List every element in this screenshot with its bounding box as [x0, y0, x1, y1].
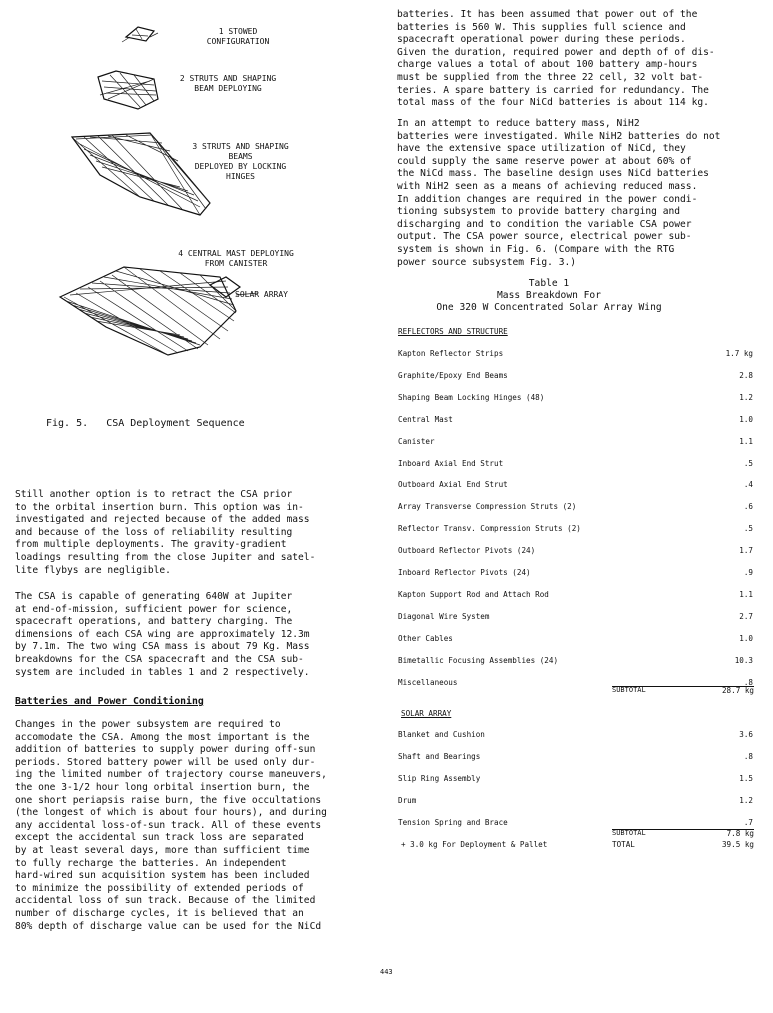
table-row	[398, 729, 753, 741]
table-row-name: Blanket and Cushion	[398, 730, 485, 739]
table-row	[398, 414, 753, 426]
table-row	[398, 655, 753, 667]
table-row-name: Outboard Axial End Strut	[398, 480, 508, 490]
table-row-name: Drum	[398, 796, 417, 805]
stowed-configuration-drawing	[122, 27, 158, 42]
left-paragraph-1: Still another option is to retract the CSA prior to the orbital insertion burn. This option was in- investigated and rejected because of the added mass and because of the loss of reliability resulting from multiple deployments. The gravity-gradient loadings resulting from the close Jupiter and satel- lite flybys are negligible.	[15, 489, 316, 576]
step-1-label: 1 STOWED CONFIGURATION	[206, 27, 270, 46]
table-row-name: Shaping Beam Locking Hinges (48)	[398, 392, 545, 402]
table-row-value: .8	[743, 752, 753, 761]
table-row	[398, 348, 753, 360]
table-title: Table 1	[528, 278, 570, 289]
table-row-value: 1.1	[739, 436, 753, 446]
total-label: TOTAL	[612, 840, 635, 849]
table-row-value: .5	[743, 524, 753, 534]
table-row-value: 1.2	[739, 796, 753, 805]
subtotal-2-value: 7.8 kg	[726, 829, 754, 838]
table-row-name: Array Transverse Compression Struts (2)	[398, 502, 577, 512]
table-row-name: Tension Spring and Brace	[398, 818, 508, 827]
subtotal-1-label: SUBTOTAL	[612, 686, 646, 694]
table-row-value: 1.7	[739, 546, 753, 556]
table-row-name: Other Cables	[398, 633, 453, 643]
left-paragraph-3: Changes in the power subsystem are required to accomodate the CSA. Among the most important is the addition of batteries to supply power during off-sun periods. Stored battery power will be used only dur- ing the limited number of trajectory course maneuvers, the one 3-1/2 hour long orbital insertion burn, the one short periapsis raise burn, the five occultations (the longest of which is about four hours), and during any accidental loss-of-sun track. All of these events except the accidental sun track loss are separated by at least several days, more than sufficient time to fully recharge the batteries. An independent hard-wired sun acquisition system has been included to minimize the possibility of extended periods of accidental loss of sun track. Because of the limited number of discharge cycles, it is believed that an 80% depth of discharge value can be used for the NiCd	[15, 719, 327, 932]
table-row	[398, 817, 753, 829]
table-row-value: 1.2	[739, 392, 753, 402]
table-row-name: Graphite/Epoxy End Beams	[398, 370, 508, 380]
csa-deployment-figure	[50, 15, 330, 375]
table-row-value: 3.6	[739, 730, 753, 739]
left-paragraph-2: The CSA is capable of generating 640W at Jupiter at end-of-mission, sufficient power for science, spacecraft operations, and battery charging. The dimensions of each CSA wing are approximately 12.3m by 7.1m. The two wing CSA mass is about 79 Kg. Mass breakdowns for the CSA spacecraft and the CSA sub- system are included in tables 1 and 2 respectively.	[15, 591, 310, 678]
deployment-pallet-row: + 3.0 kg For Deployment & Pallet	[401, 840, 548, 849]
table-row-name: Canister	[398, 436, 435, 446]
figure-caption: Fig. 5. CSA Deployment Sequence	[46, 418, 245, 429]
table-row	[398, 611, 753, 623]
table-row-value: 1.5	[739, 774, 753, 783]
table-row-name: Slip Ring Assembly	[398, 774, 481, 783]
table-row	[398, 523, 753, 535]
table-row	[398, 545, 753, 557]
table-row-name: Diagonal Wire System	[398, 611, 490, 621]
step-3-label: 3 STRUTS AND SHAPING BEAMS DEPLOYED BY LOCKING HINGES	[192, 142, 289, 181]
table-row-value: 1.1	[739, 589, 753, 599]
table-row	[398, 458, 753, 470]
table-row-name: Bimetallic Focusing Assemblies (24)	[398, 655, 559, 665]
table-row-value: 10.3	[734, 655, 753, 665]
table-row-value: 2.8	[739, 370, 753, 380]
right-paragraph-2: In an attempt to reduce battery mass, NiH2 batteries were investigated. While NiH2 batteries do not have the extensive space utilization of NiCd, they could supply the same reserve power at about 60% of the NiCd mass. The baseline design uses NiCd batteries with NiH2 seen as a means of achieving reduced mass. In addition changes are required in the power condi- tioning subsystem to provide battery charging and discharging and to condition the variable CSA power output. The CSA power source, electrical power sub- system is shown in Fig. 6. (Compare with the RTG power source subsystem Fig. 3.)	[397, 118, 721, 268]
table-section-reflectors: REFLECTORS AND STRUCTURE	[398, 327, 508, 336]
table-row-name: Shaft and Bearings	[398, 752, 481, 761]
table-row-value: .8	[743, 677, 753, 687]
table-subtitle-2: One 320 W Concentrated Solar Array Wing	[436, 302, 662, 313]
table-row	[398, 392, 753, 404]
table-row-name: Kapton Support Rod and Attach Rod	[398, 589, 549, 599]
solar-array-label: SOLAR ARRAY	[235, 290, 288, 299]
table-row-value: .9	[743, 568, 753, 577]
struts-deploying-drawing	[98, 71, 158, 109]
table-row-name: Central Mast	[398, 414, 453, 424]
table-row-name: Reflector Transv. Compression Struts (2)	[398, 524, 581, 534]
mast-deploying-drawing	[60, 267, 258, 355]
table-row-value: .6	[743, 502, 753, 512]
table-row	[398, 795, 753, 807]
table-row	[398, 479, 753, 491]
step-2-label: 2 STRUTS AND SHAPING BEAM DEPLOYING	[179, 74, 277, 93]
table-row	[398, 370, 753, 382]
table-row	[398, 633, 753, 645]
table-row-name: Kapton Reflector Strips	[398, 349, 504, 358]
section-heading: Batteries and Power Conditioning	[15, 696, 204, 707]
table-row-name: Outboard Reflector Pivots (24)	[398, 546, 536, 556]
page-number: 443	[380, 968, 393, 976]
table-row-name: Inboard Axial End Strut	[398, 458, 504, 468]
right-paragraph-1: batteries. It has been assumed that power out of the batteries is 560 W. This supplies full science and spacecraft operational power during these periods. Given the duration, required power and depth of of dis- charge values a total of about 100 battery amp-hours must be supplied from the three 22 cell, 32 volt bat- teries. A spare battery is carried for redundancy. The total mass of the four NiCd batteries is about 114 kg.	[397, 9, 715, 109]
subtotal-1-value: 28.7 kg	[721, 686, 754, 695]
table-row-name: Inboard Reflector Pivots (24)	[398, 568, 531, 577]
table-row-value: 2.7	[739, 611, 753, 621]
table-row-value: .7	[743, 818, 753, 827]
table-row	[398, 751, 753, 763]
table-row	[398, 589, 753, 601]
step-4-label: 4 CENTRAL MAST DEPLOYING FROM CANISTER	[178, 249, 294, 268]
total-value: 39.5 kg	[721, 840, 754, 849]
table-row-value: .4	[743, 480, 753, 490]
table-row-value: 1.0	[739, 633, 753, 643]
table-subtitle-1: Mass Breakdown For	[497, 290, 601, 301]
table-row	[398, 501, 753, 513]
table-row	[398, 567, 753, 579]
table-row	[398, 773, 753, 785]
subtotal-2-label: SUBTOTAL	[612, 829, 646, 837]
table-row	[398, 436, 753, 448]
table-row-value: .5	[743, 458, 753, 468]
table-row-name: Miscellaneous	[398, 677, 458, 687]
table-row-value: 1.0	[739, 414, 753, 424]
table-section-solar-array: SOLAR ARRAY	[401, 709, 452, 718]
table-row-value: 1.7 kg	[725, 349, 753, 358]
